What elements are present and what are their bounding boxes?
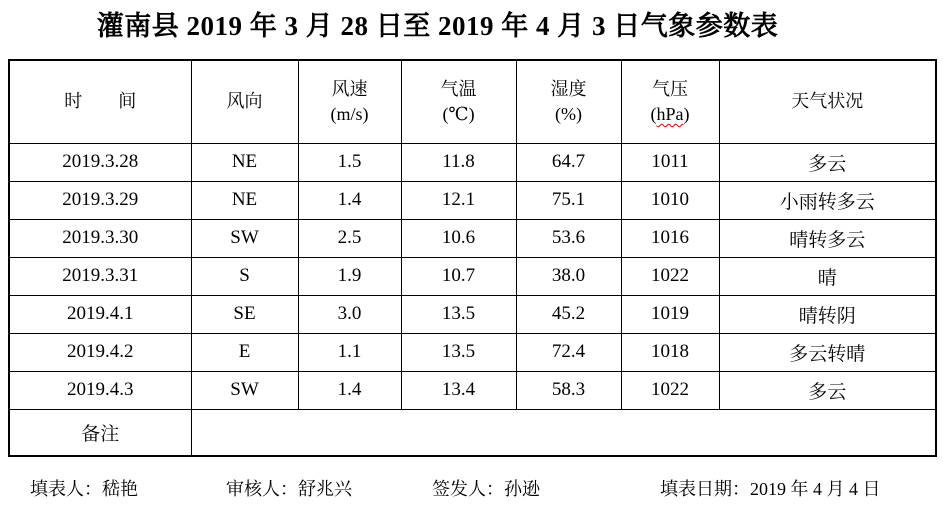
cell-temperature: 13.4 bbox=[401, 371, 516, 409]
col-header-temperature bbox=[401, 60, 516, 143]
cell-pressure: 1022 bbox=[621, 257, 719, 295]
table-header-row bbox=[9, 60, 936, 143]
col-header-time: 时 间 bbox=[9, 60, 191, 143]
form-reviewer-name: 舒兆兴 bbox=[298, 479, 352, 499]
table-row bbox=[9, 143, 936, 181]
cell-date: 2019.3.31 bbox=[9, 257, 191, 295]
cell-pressure: 1018 bbox=[621, 333, 719, 371]
cell-humidity: 64.7 bbox=[516, 143, 621, 181]
form-date-label: 填表日期： bbox=[660, 479, 750, 499]
cell-wind-direction: SW bbox=[191, 219, 298, 257]
cell-weather: 多云转晴 bbox=[719, 333, 936, 371]
cell-humidity: 58.3 bbox=[516, 371, 621, 409]
cell-date: 2019.3.30 bbox=[9, 219, 191, 257]
col-header-humidity bbox=[516, 60, 621, 143]
table-row bbox=[9, 371, 936, 409]
cell-wind-direction: NE bbox=[191, 181, 298, 219]
form-issuer-label: 签发人： bbox=[432, 479, 504, 499]
cell-wind-speed: 1.1 bbox=[298, 333, 401, 371]
col-header-humidity-name: 湿度 bbox=[550, 78, 587, 99]
cell-pressure: 1022 bbox=[621, 371, 719, 409]
table-row bbox=[9, 257, 936, 295]
cell-date: 2019.4.2 bbox=[9, 333, 191, 371]
cell-pressure: 1019 bbox=[621, 295, 719, 333]
col-header-wind-speed-name: 风速 bbox=[331, 78, 368, 99]
weather-table bbox=[8, 59, 937, 457]
cell-date: 2019.4.3 bbox=[9, 371, 191, 409]
col-header-pressure bbox=[621, 60, 719, 143]
cell-date: 2019.4.1 bbox=[9, 295, 191, 333]
col-header-wind-direction: 风向 bbox=[191, 60, 298, 143]
col-header-wind-speed bbox=[298, 60, 401, 143]
table-row bbox=[9, 219, 936, 257]
cell-pressure: 1010 bbox=[621, 181, 719, 219]
cell-humidity: 72.4 bbox=[516, 333, 621, 371]
form-filler-name: 嵇艳 bbox=[102, 479, 138, 499]
form-date bbox=[660, 475, 881, 501]
cell-wind-direction: NE bbox=[191, 143, 298, 181]
cell-humidity: 45.2 bbox=[516, 295, 621, 333]
cell-wind-speed: 2.5 bbox=[298, 219, 401, 257]
remark-value-cell bbox=[191, 409, 936, 456]
cell-weather: 晴 bbox=[719, 257, 936, 295]
cell-wind-speed: 1.5 bbox=[298, 143, 401, 181]
cell-weather: 小雨转多云 bbox=[719, 181, 936, 219]
cell-weather: 晴转阴 bbox=[719, 295, 936, 333]
cell-humidity: 75.1 bbox=[516, 181, 621, 219]
cell-weather: 多云 bbox=[719, 371, 936, 409]
cell-wind-speed: 1.4 bbox=[298, 371, 401, 409]
cell-temperature: 13.5 bbox=[401, 333, 516, 371]
form-date-value: 2019 年 4 月 4 日 bbox=[750, 479, 881, 499]
cell-weather: 多云 bbox=[719, 143, 936, 181]
footer bbox=[0, 475, 943, 501]
form-filler bbox=[30, 475, 138, 501]
cell-temperature: 10.6 bbox=[401, 219, 516, 257]
cell-temperature: 12.1 bbox=[401, 181, 516, 219]
page-title: 灌南县 2019 年 3 月 28 日至 2019 年 4 月 3 日气象参数表 bbox=[96, 11, 779, 41]
remark-row bbox=[9, 409, 936, 456]
table-row bbox=[9, 181, 936, 219]
form-issuer-name: 孙逊 bbox=[504, 479, 540, 499]
col-header-pressure-unit bbox=[622, 102, 719, 127]
form-reviewer bbox=[226, 475, 352, 501]
col-header-pressure-name: 气压 bbox=[652, 78, 688, 99]
pressure-unit-open-paren: ( bbox=[650, 103, 657, 124]
cell-humidity: 53.6 bbox=[516, 219, 621, 257]
col-header-humidity-unit: (%) bbox=[555, 103, 582, 124]
cell-temperature: 13.5 bbox=[401, 295, 516, 333]
form-issuer bbox=[432, 475, 540, 501]
cell-pressure: 1016 bbox=[621, 219, 719, 257]
cell-wind-speed: 1.4 bbox=[298, 181, 401, 219]
cell-wind-speed: 1.9 bbox=[298, 257, 401, 295]
cell-wind-direction: S bbox=[191, 257, 298, 295]
col-header-temperature-name: 气温 bbox=[440, 78, 477, 99]
form-filler-label: 填表人： bbox=[30, 479, 102, 499]
table-row bbox=[9, 333, 936, 371]
cell-date: 2019.3.29 bbox=[9, 181, 191, 219]
cell-wind-direction: E bbox=[191, 333, 298, 371]
cell-date: 2019.3.28 bbox=[9, 143, 191, 181]
cell-wind-direction: SE bbox=[191, 295, 298, 333]
table-row bbox=[9, 295, 936, 333]
cell-wind-speed: 3.0 bbox=[298, 295, 401, 333]
cell-humidity: 38.0 bbox=[516, 257, 621, 295]
col-header-wind-speed-unit: (m/s) bbox=[330, 103, 369, 124]
pressure-unit-spellcheck-squiggle: hPa bbox=[656, 103, 684, 124]
remark-label: 备注 bbox=[9, 409, 191, 456]
cell-pressure: 1011 bbox=[621, 143, 719, 181]
cell-weather: 晴转多云 bbox=[719, 219, 936, 257]
form-reviewer-label: 审核人： bbox=[226, 479, 298, 499]
cell-temperature: 11.8 bbox=[401, 143, 516, 181]
cell-wind-direction: SW bbox=[191, 371, 298, 409]
cell-temperature: 10.7 bbox=[401, 257, 516, 295]
col-header-weather: 天气状况 bbox=[719, 60, 936, 143]
pressure-unit-close-paren: ) bbox=[683, 103, 690, 124]
col-header-temperature-unit: (℃) bbox=[442, 103, 475, 124]
